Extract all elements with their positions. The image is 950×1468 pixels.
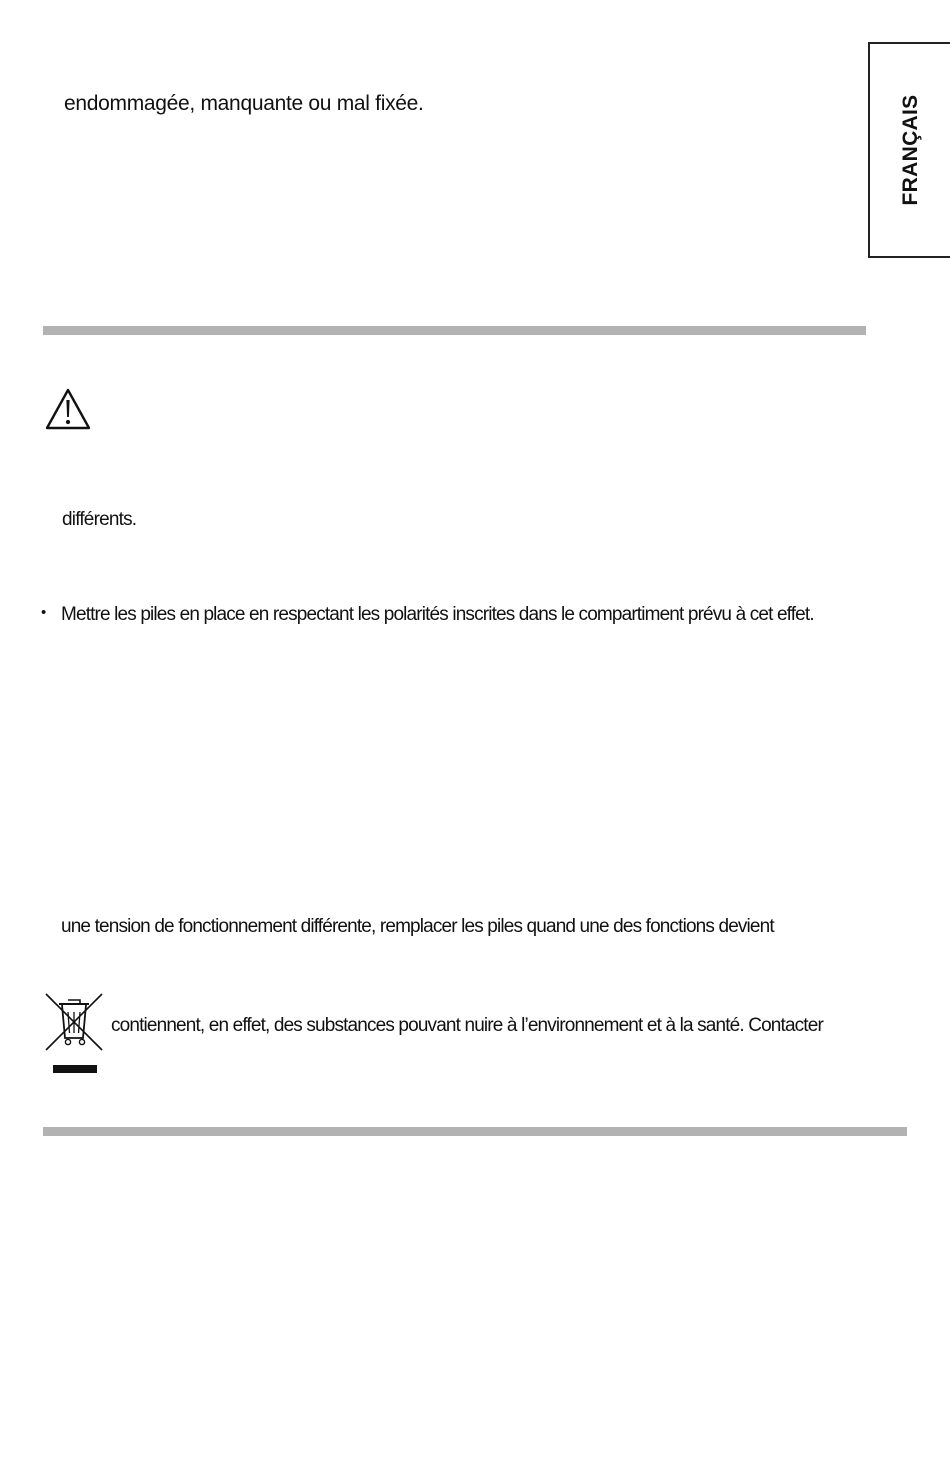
section-divider-top bbox=[43, 326, 866, 335]
section-divider-bottom bbox=[43, 1127, 907, 1136]
language-tab bbox=[868, 42, 950, 258]
text-line-operating-voltage: une tension de fonctionnement différente, remplacer les piles quand une des fonctions devient bbox=[61, 916, 774, 937]
text-line-different: différents. bbox=[62, 509, 137, 530]
text-line-damaged-part: endommagée, manquante ou mal fixée. bbox=[64, 92, 424, 115]
text-line-environment: contiennent, en effet, des substances pouvant nuire à l’environnement et à la santé. Contacter bbox=[111, 1015, 823, 1036]
language-tab-label: FRANÇAIS bbox=[899, 94, 922, 206]
bullet-marker: • bbox=[41, 604, 47, 621]
warning-triangle-icon bbox=[44, 387, 92, 431]
crossed-out-bin-icon bbox=[44, 992, 104, 1076]
text-line-battery-polarity: Mettre les piles en place en respectant les polarités inscrites dans le compartiment prévu à cet effet. bbox=[61, 604, 814, 625]
